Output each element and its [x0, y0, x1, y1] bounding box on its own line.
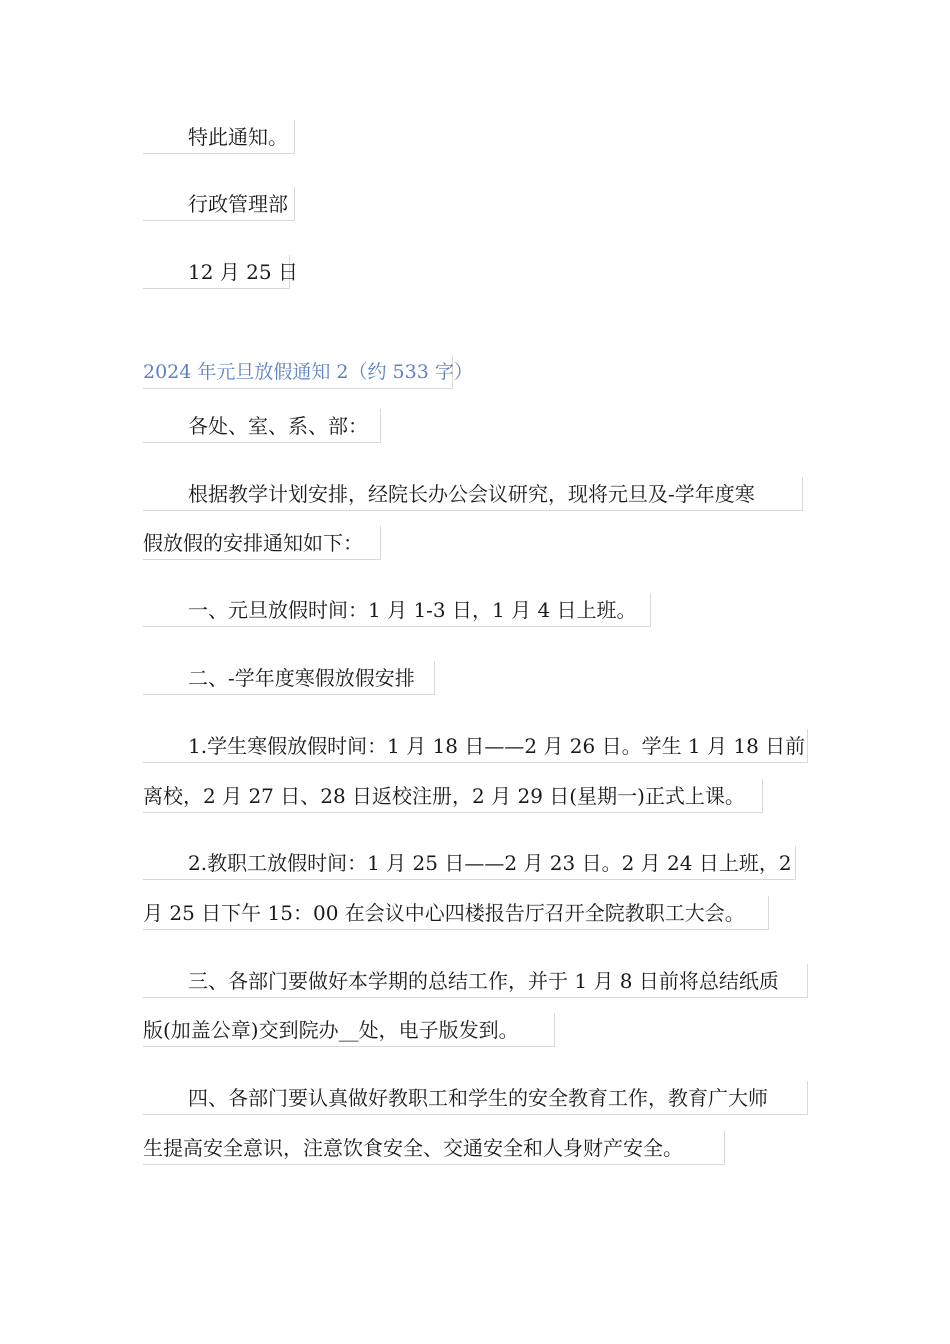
article-heading — [143, 355, 473, 389]
item-2-1-line-2-text: 离校，2 月 27 日、28 日返校注册，2 月 29 日(星期一)正式上课。 — [143, 784, 745, 808]
item-2-text: 二、-学年度寒假放假安排 — [188, 666, 415, 690]
closing-date — [143, 255, 298, 289]
salutation — [143, 409, 381, 443]
item-3-line-2-text: 版(加盖公章)交到院办__处，电子版发到。 — [143, 1018, 519, 1042]
item-2-1-line-2 — [143, 779, 763, 813]
closing-department — [143, 187, 295, 221]
item-3-line-1-text: 三、各部门要做好本学期的总结工作，并于 1 月 8 日前将总结纸质 — [188, 969, 779, 993]
item-2-1-line-1-text: 1.学生寒假放假时间：1 月 18 日——2 月 26 日。学生 1 月 18 日前 — [188, 734, 806, 758]
closing-date-text: 12 月 25 日 — [188, 260, 298, 284]
item-2 — [143, 661, 435, 695]
closing-department-text: 行政管理部 — [188, 192, 288, 216]
intro-line-1-text: 根据教学计划安排，经院长办公会议研究，现将元旦及-学年度寒 — [188, 482, 755, 506]
item-2-2-line-1 — [143, 846, 796, 880]
item-2-2-line-2 — [143, 896, 769, 930]
salutation-text: 各处、室、系、部： — [188, 414, 368, 438]
intro-line-1 — [143, 477, 803, 511]
item-4-line-1-text: 四、各部门要认真做好教职工和学生的安全教育工作，教育广大师 — [188, 1086, 768, 1110]
closing-notice-text: 特此通知。 — [188, 125, 288, 149]
item-4-line-1 — [143, 1081, 808, 1115]
item-3-line-1 — [143, 964, 808, 998]
intro-line-2 — [143, 526, 381, 560]
article-heading-text: 2024 年元旦放假通知 2（约 533 字） — [143, 361, 473, 383]
item-2-2-line-1-text: 2.教职工放假时间：1 月 25 日——2 月 23 日。2 月 24 日上班，2 — [188, 851, 792, 875]
item-4-line-2-text: 生提高安全意识，注意饮食安全、交通安全和人身财产安全。 — [143, 1136, 683, 1160]
item-4-line-2 — [143, 1131, 725, 1165]
item-3-line-2 — [143, 1013, 555, 1047]
item-1-text: 一、元旦放假时间：1 月 1-3 日，1 月 4 日上班。 — [188, 598, 637, 622]
item-1 — [143, 593, 651, 627]
closing-notice — [143, 120, 295, 154]
intro-line-2-text: 假放假的安排通知如下： — [143, 531, 363, 555]
item-2-2-line-2-text: 月 25 日下午 15：00 在会议中心四楼报告厅召开全院教职工大会。 — [143, 901, 745, 925]
item-2-1-line-1 — [143, 729, 808, 763]
